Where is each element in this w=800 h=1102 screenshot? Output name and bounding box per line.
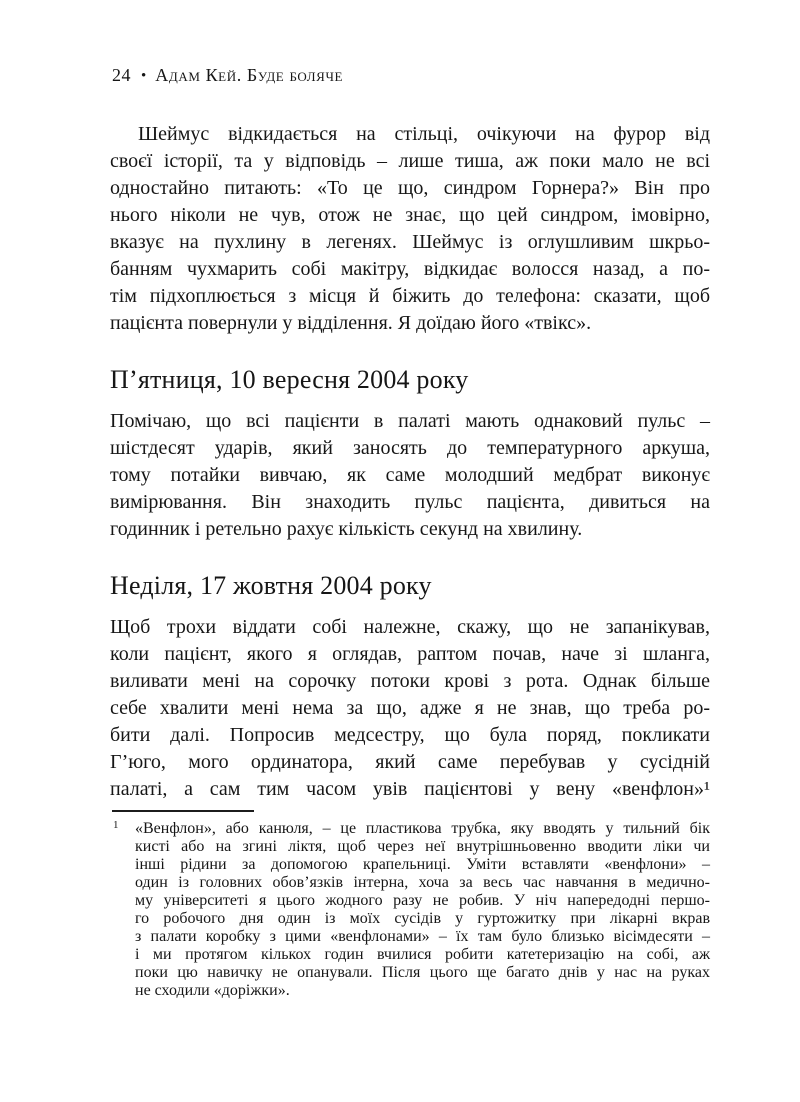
footnote-line: го робочого дня один із моїх сусідів у гуртожитку при лікарні вкрав — [135, 910, 710, 927]
footnote-line: не сходили «доріжки». — [135, 982, 290, 999]
paragraph-line: тому потайки вивчаю, як саме молодший медбрат виконує — [110, 464, 710, 486]
paragraph-line: виливати мені на сорочку потоки крові з рота. Однак більше — [110, 670, 710, 692]
paragraph-line: Щоб трохи віддати собі належне, скажу, що не запанікував, — [110, 616, 710, 638]
paragraph-line: вказує на пухлину в легенях. Шеймус із оглушливим шкрьо- — [110, 231, 710, 253]
footnote — [110, 820, 710, 1000]
footnote-line: один із головних обов’язків інтерна, хоча за весь час навчання в медично- — [135, 874, 710, 891]
footnote-line: з палати коробку з цими «венфлонами» – їх там було близько вісімдесяти – — [135, 928, 710, 945]
paragraph-line: Г’юго, мого ординатора, який саме перебував у сусідній — [110, 751, 710, 773]
footnote-line: поки цю навичку не опанували. Після цього ще багато днів у нас на руках — [135, 964, 710, 981]
paragraph — [110, 614, 710, 803]
footnote-separator-rule — [112, 810, 254, 812]
entry-date-heading: П’ятниця, 10 вересня 2004 року — [110, 365, 469, 394]
paragraph-line: вимірювання. Він знаходить пульс пацієнта, дивиться на — [110, 491, 710, 513]
paragraph-line: шістдесят ударів, який заносять до температурного аркуша, — [110, 437, 710, 459]
footnote-line: му університеті я цього жодного разу не робив. У ніч напередодні першо- — [135, 892, 710, 909]
paragraph-line: нього ніколи не чув, отож не знає, що цей синдром, імовірно, — [110, 204, 710, 226]
footnote-area — [110, 810, 710, 1000]
paragraph-line: себе хвалити мені нема за що, адже я не знав, що треба ро- — [110, 697, 710, 719]
footnote-line: «Венфлон», або канюля, – це пластикова трубка, яку вводять у тильний бік — [135, 820, 710, 837]
paragraph — [110, 408, 710, 543]
paragraph-line: пацієнта повернули у відділення. Я доїдаю його «твікс». — [110, 312, 592, 334]
paragraph-line: Помічаю, що всі пацієнти в палаті мають однаковий пульс – — [110, 410, 710, 432]
paragraph-line: палаті, а сам тим часом увів пацієнтові у вену «венфлон»¹ — [110, 778, 710, 800]
paragraph-line: одностайно питають: «То це що, синдром Горнера?» Він про — [110, 177, 710, 199]
footnote-line: і ми протягом кількох годин вчилися робити катетеризацію на собі, аж — [135, 946, 710, 963]
paragraph-line: банням чухмарить собі макітру, відкидає волосся назад, а по- — [110, 258, 710, 280]
page-body — [110, 121, 710, 803]
entry-date-heading: Неділя, 17 жовтня 2004 року — [110, 571, 432, 600]
running-head — [112, 64, 343, 87]
footnote-marker: 1 — [113, 819, 119, 831]
paragraph-line: тім підхоплюється з місця й біжить до телефона: сказати, щоб — [110, 285, 710, 307]
bullet-separator: • — [141, 68, 147, 84]
paragraph-line: коли пацієнт, якого я оглядав, раптом почав, наче зі шланга, — [110, 643, 710, 665]
footnote-line: кисті або на згині ліктя, щоб через неї внутрішньовенно вводити ліки чи — [135, 838, 710, 855]
paragraph-line: годинник і ретельно рахує кількість секунд на хвилину. — [110, 518, 583, 540]
footnote-line: інші рідини за допомогою крапельниці. Уміти вставляти «венфлони» – — [135, 856, 710, 873]
footnote-text — [135, 820, 710, 1000]
paragraph-line: своєї історії, та у відповідь – лише тиша, аж поки мало не всі — [110, 150, 710, 172]
paragraph-line: Шеймус відкидається на стільці, очікуючи на фурор від — [138, 123, 710, 145]
paragraph-line: бити далі. Попросив медсестру, що була поряд, покликати — [110, 724, 710, 746]
running-title: Адам Кей. Буде боляче — [155, 65, 344, 85]
page-number: 24 — [112, 65, 131, 85]
paragraph — [110, 121, 710, 337]
